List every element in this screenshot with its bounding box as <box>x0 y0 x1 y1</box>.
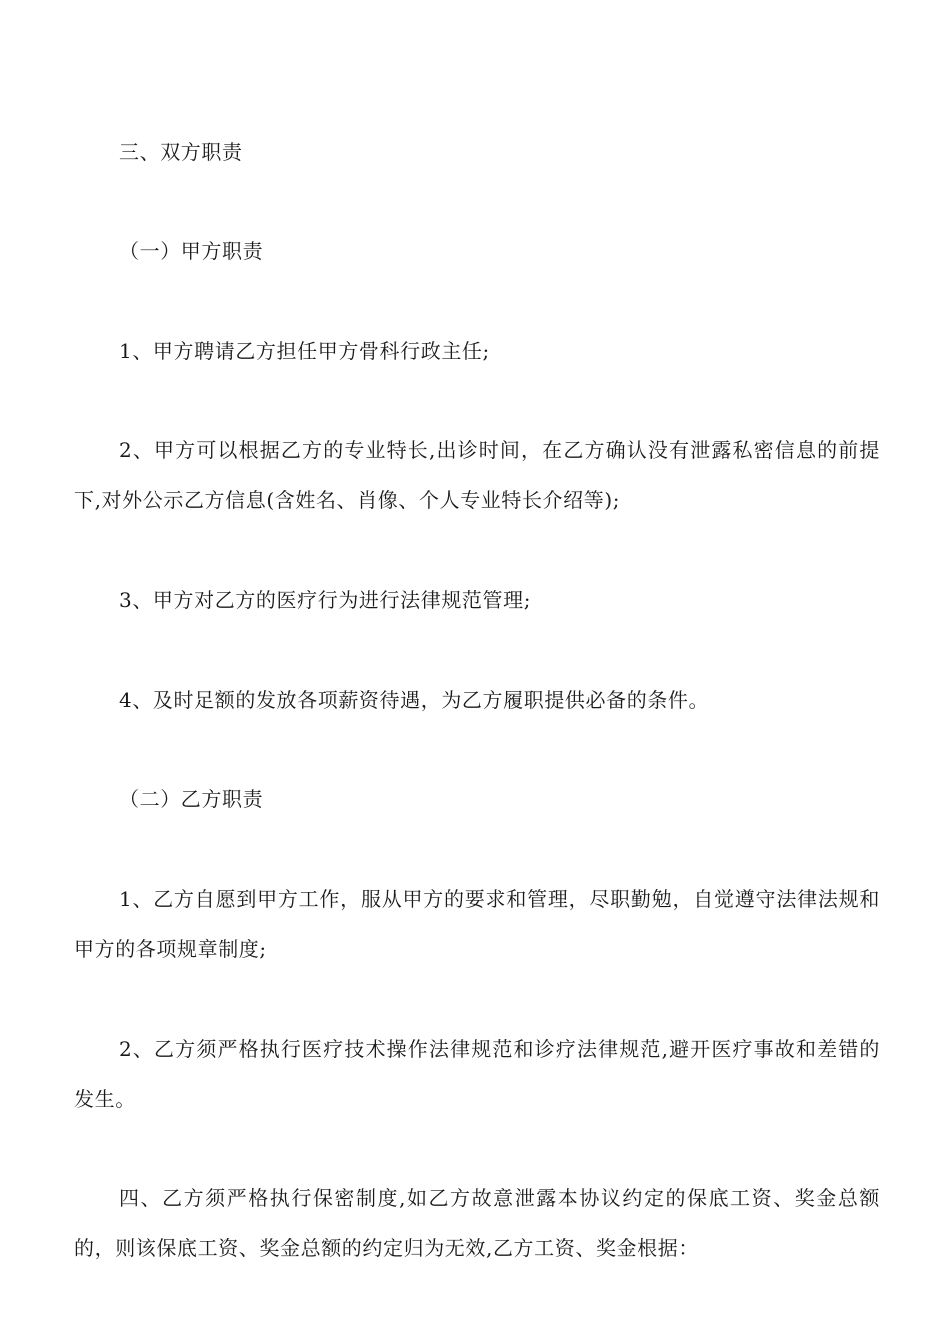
section-confidentiality: 四、乙方须严格执行保密制度,如乙方故意泄露本协议约定的保底工资、奖金总额的，则该保底工资、奖金总额的约定归为无效,乙方工资、奖金根据： <box>74 1186 880 1260</box>
section-heading-responsibilities: 三、双方职责 <box>119 140 243 164</box>
party-b-item-2: 2、乙方须严格执行医疗技术操作法律规范和诊疗法律规范,避开医疗事故和差错的发生。 <box>74 1037 880 1111</box>
party-a-item-1: 1、甲方聘请乙方担任甲方骨科行政主任; <box>119 339 490 363</box>
party-a-item-2: 2、甲方可以根据乙方的专业特长,出诊时间，在乙方确认没有泄露私密信息的前提下,对外公示乙方信息(含姓名、肖像、个人专业特长介绍等); <box>74 438 880 512</box>
party-a-item-4: 4、及时足额的发放各项薪资待遇，为乙方履职提供必备的条件。 <box>119 688 710 712</box>
party-a-item-3: 3、甲方对乙方的医疗行为进行法律规范管理; <box>119 588 532 612</box>
subheading-party-a: （一）甲方职责 <box>119 239 264 263</box>
subheading-party-b: （二）乙方职责 <box>119 787 264 811</box>
party-b-item-1: 1、乙方自愿到甲方工作，服从甲方的要求和管理，尽职勤勉，自觉遵守法律法规和甲方的各项规章制度; <box>74 887 880 961</box>
